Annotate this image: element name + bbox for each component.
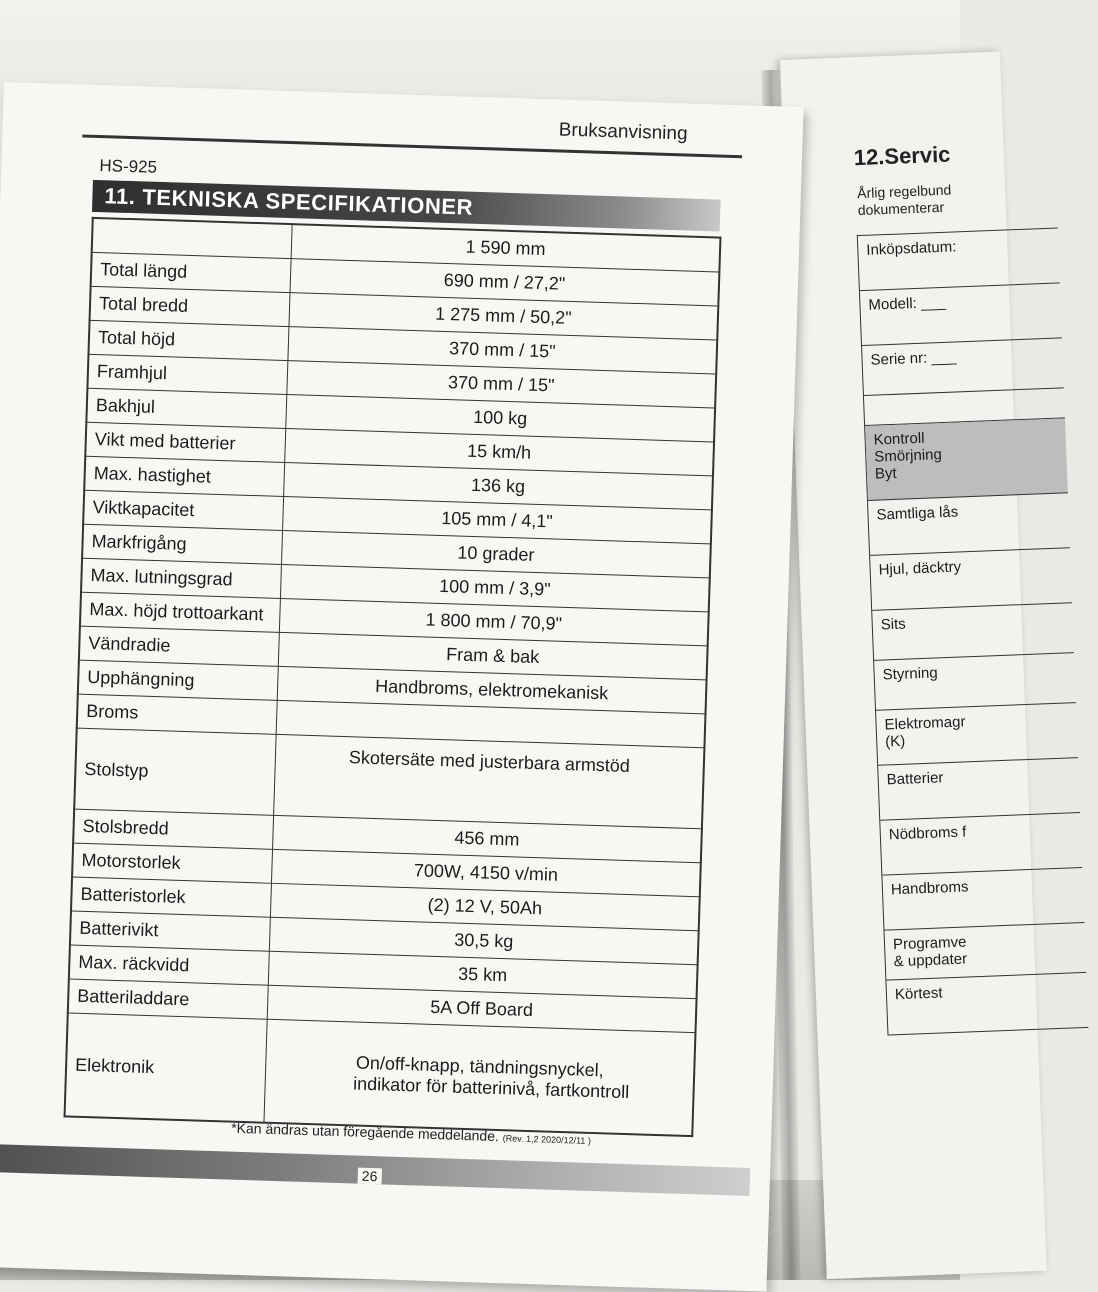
spec-label: Total längd [91, 252, 291, 292]
right-page [780, 52, 1047, 1280]
service-row [880, 813, 1082, 876]
spec-label: Max. hastighet [84, 456, 284, 496]
spec-label: Total höjd [88, 320, 288, 360]
spec-value: 30,5 kg [269, 917, 698, 964]
spec-label: Viktkapacitet [83, 490, 283, 530]
service-row [876, 703, 1078, 766]
spec-value: 370 mm / 15" [287, 361, 716, 408]
spec-label: Max. höjd trottoarkant [80, 592, 280, 632]
spec-value: 5A Off Board [267, 985, 696, 1032]
service-row-label: & uppdater [893, 950, 968, 971]
spec-label: Framhjul [87, 354, 287, 394]
model-number: HS-925 [99, 156, 158, 177]
spec-row [65, 1013, 696, 1136]
service-row [884, 923, 1086, 981]
spec-label: Motorstorlek [72, 843, 272, 883]
footnote-text: *Kan ändras utan föregående meddelande. [231, 1119, 500, 1145]
spec-label: Batterivikt [70, 911, 270, 951]
service-row [882, 868, 1084, 931]
spec-value: 105 mm / 4,1" [283, 496, 712, 543]
service-row-label: Sits [880, 615, 907, 634]
service-row-label: Byt [874, 464, 897, 483]
service-row-label: Nödbroms f [888, 823, 967, 844]
spec-value-line: On/off-knapp, tändningsnyckel, [355, 1052, 604, 1081]
header-brand: Bruksanvisning [558, 119, 688, 145]
spec-value-line: indikator för batterinivå, fartkontroll [352, 1073, 630, 1103]
spec-value: Skotersäte med justerbara armstöd [274, 734, 705, 828]
spec-label: Max. räckvidd [69, 945, 269, 985]
spec-value: 136 kg [284, 463, 713, 510]
spec-label: Total bredd [90, 286, 290, 326]
service-row-label: Samtliga lås [876, 503, 959, 524]
spec-label: Max. lutningsgrad [81, 558, 281, 598]
spec-table [64, 217, 722, 1137]
service-row [870, 548, 1072, 611]
service-row-label: Elektromagr [884, 713, 966, 734]
spec-label: Batteristorlek [71, 877, 271, 917]
revision-text: (Rev. 1,2 2020/12/11 ) [502, 1133, 592, 1146]
spec-value: 370 mm / 15" [288, 327, 717, 374]
right-page-title: 12.Servic [853, 141, 951, 171]
spec-value: 1 800 mm / 70,9" [279, 598, 708, 645]
service-row [860, 283, 1062, 346]
service-row [886, 973, 1088, 1036]
spec-value: 690 mm / 27,2" [290, 259, 719, 306]
spec-value: 456 mm [273, 815, 702, 862]
service-row-label: Styrning [882, 664, 939, 684]
spec-value: Fram & bak [278, 632, 707, 679]
spec-label: Broms [77, 694, 277, 734]
spec-label: Stolstyp [74, 728, 276, 815]
service-row-label: Modell: ___ [868, 293, 947, 314]
page-number: 26 [358, 1168, 382, 1185]
spec-value: 100 mm / 3,9" [280, 564, 709, 611]
service-row [878, 758, 1080, 821]
service-row-label: Kontroll [873, 429, 925, 449]
service-row [874, 653, 1076, 711]
service-table [857, 227, 1089, 1035]
spec-label: Vikt med batterier [85, 422, 285, 462]
service-row-label [872, 395, 1056, 402]
service-row [858, 228, 1060, 291]
service-row [865, 418, 1068, 501]
intro-line: Årlig regelbund [856, 181, 952, 202]
spec-value: (2) 12 V, 50Ah [270, 883, 699, 930]
section-title: 11. TEKNISKA SPECIFIKATIONER [104, 183, 474, 220]
service-row [872, 603, 1074, 661]
right-page-intro [857, 182, 952, 220]
service-row-label: Inköpsdatum: [866, 238, 957, 259]
service-row-label: Batterier [886, 769, 944, 789]
spec-label: Markfrigång [82, 524, 282, 564]
spec-value: 100 kg [286, 395, 715, 442]
spec-label: Batteriladdare [68, 979, 268, 1019]
spec-label: Bakhjul [86, 388, 286, 428]
spec-value: 10 grader [281, 530, 710, 577]
service-row-label: Hjul, däcktry [878, 558, 962, 579]
spec-value: Handbroms, elektromekanisk [277, 666, 706, 713]
spec-label: Upphängning [78, 660, 278, 700]
spec-label: Stolsbredd [73, 809, 273, 849]
service-row-label: Handbroms [890, 878, 969, 899]
spec-value: 35 km [268, 951, 697, 998]
spec-label: Elektronik [65, 1013, 268, 1123]
spec-label: Vändradie [79, 626, 279, 666]
service-row-label: Serie nr: ___ [870, 348, 957, 369]
intro-line: dokumenterar [857, 198, 945, 219]
spec-value: 700W, 4150 v/min [271, 849, 700, 896]
spec-value: 1 275 mm / 50,2" [289, 293, 718, 340]
service-row [868, 493, 1070, 556]
service-row-label: Smörjning [873, 446, 943, 466]
service-row-label: (K) [884, 732, 906, 751]
service-row [862, 338, 1064, 396]
spec-value: 1 590 mm [291, 224, 720, 272]
spec-value [264, 1019, 696, 1136]
left-page [0, 82, 804, 1292]
spec-value: 15 km/h [285, 429, 714, 476]
service-row-label: Körtest [894, 984, 943, 1004]
service-row-label: Programve [892, 933, 967, 954]
